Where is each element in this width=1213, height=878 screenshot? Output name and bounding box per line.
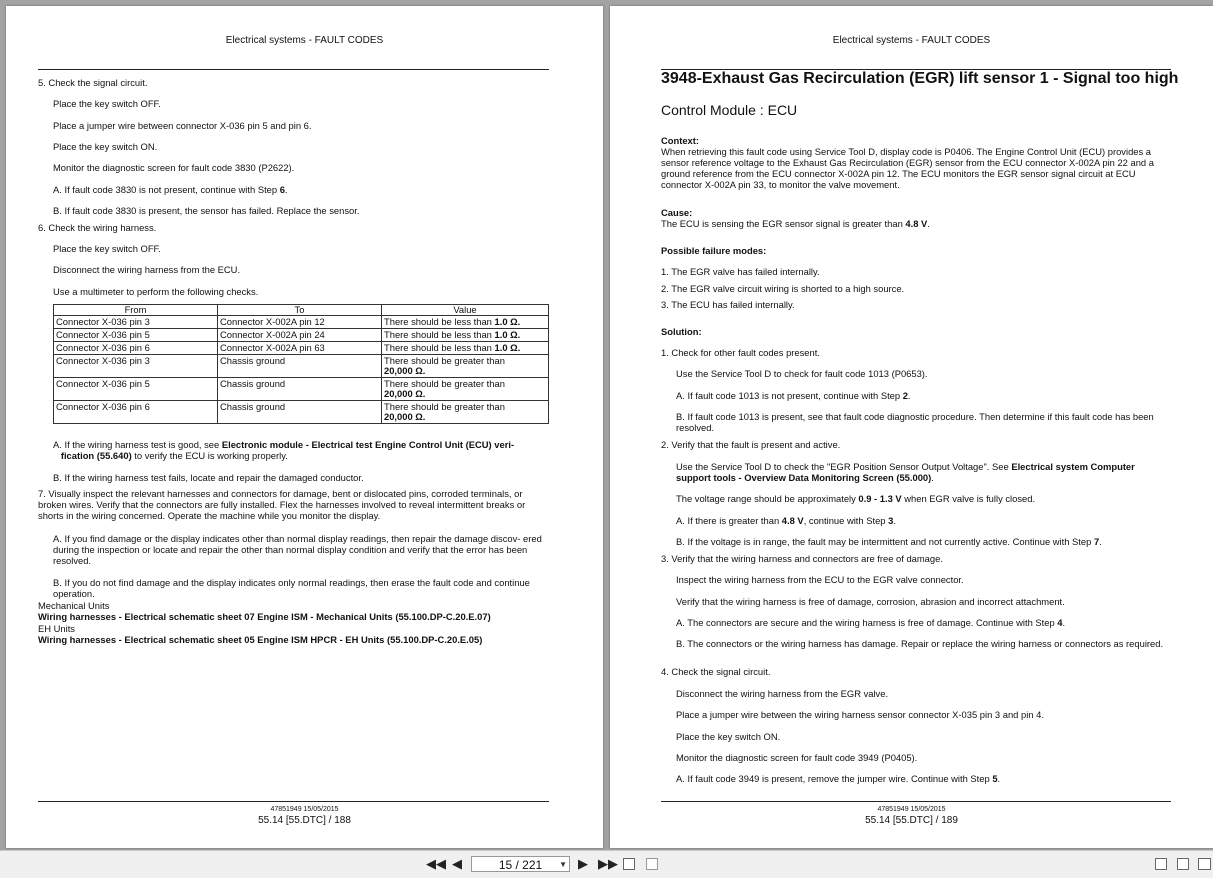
wiring-harness-link-mechanical[interactable]: Wiring harnesses - Electrical schematic sheet 07 Engine ISM - Mechanical Units (55.100.DP-C.20.E.07) xyxy=(38,611,491,622)
failure-mode-3: 3. The ECU has failed internally. xyxy=(661,299,795,310)
step-3-line-1: Inspect the wiring harness from the ECU to the EGR valve connector. xyxy=(676,574,964,585)
facing-pages-view-icon[interactable] xyxy=(646,858,658,870)
first-page-icon[interactable]: ◀◀ xyxy=(426,856,446,871)
solution-label: Solution: xyxy=(661,326,702,337)
page-number-input[interactable] xyxy=(471,856,570,872)
step-6: 6. Check the wiring harness. xyxy=(38,222,157,233)
footer-rule xyxy=(38,801,549,802)
context-text: When retrieving this fault code using Service Tool D, display code is P0406. The Engine Control Unit (ECU) provides a sensor reference voltage to the Exhaust Gas Recirculation (EGR) sensor from the ECU connector X-002A pin 22 and a ground reference from the ECU connector X-002A pin 12. The ECU monitors the EGR sensor signal circuit at ECU connector X-002A pin 33, to monitor the valve movement. xyxy=(661,146,1154,190)
page-189 xyxy=(610,6,1213,848)
step-7-option-b: B. If you do not find damage and the display indicates only normal readings, then erase the fault code and continue operation. xyxy=(53,577,530,599)
page-header: Electrical systems - FAULT CODES xyxy=(225,35,384,46)
cell-to: Chassis ground xyxy=(218,355,382,378)
cell-from: Connector X-036 pin 3 xyxy=(54,316,218,329)
footer-doc-code: 47851949 15/05/2015 xyxy=(270,806,339,813)
bottom-toolbar xyxy=(0,850,1213,878)
chevron-down-icon[interactable]: ▼ xyxy=(559,860,567,869)
check-table xyxy=(53,304,549,424)
cell-to: Connector X-002A pin 24 xyxy=(218,329,382,342)
cell-from: Connector X-036 pin 6 xyxy=(54,342,218,355)
footer-rule xyxy=(661,801,1171,802)
table-row xyxy=(54,329,549,342)
two-up-view-icon[interactable] xyxy=(1198,858,1211,870)
solution-step-1: 1. Check for other fault codes present. xyxy=(661,347,820,358)
previous-page-icon[interactable]: ◀ xyxy=(452,856,462,871)
cell-value: There should be less than 1.0 Ω. xyxy=(382,316,549,329)
failure-mode-1: 1. The EGR valve has failed internally. xyxy=(661,266,820,277)
step-5-option-a: A. If fault code 3830 is not present, continue with Step 6. xyxy=(53,184,288,195)
cause-text: The ECU is sensing the EGR sensor signal is greater than 4.8 V. xyxy=(661,218,930,229)
step-2-line-1: Use the Service Tool D to check the "EGR Position Sensor Output Voltage". See Electrical system Computer support tools - Overview Data Monitoring Screen (55.000). xyxy=(676,461,1135,483)
step-6-option-b: B. If the wiring harness test fails, locate and repair the damaged conductor. xyxy=(53,472,364,483)
step-4-option-a: A. If fault code 3949 is present, remove the jumper wire. Continue with Step 5. xyxy=(676,773,1001,784)
step-3-option-b: B. The connectors or the wiring harness has damage. Repair or replace the wiring harness or connectors as required. xyxy=(676,638,1164,649)
step-2-line-2: The voltage range should be approximately 0.9 - 1.3 V when EGR valve is fully closed. xyxy=(676,493,1036,504)
step-5-line-3: Place the key switch ON. xyxy=(53,141,158,152)
step-7: 7. Visually inspect the relevant harnesses and connectors for damage, bent or dislocated pins, corroded terminals, or broken wires. Verify that the connectors are fully installed. Flex the harnesses involved to reveal intermittent breaks or shorts in the wiring concerned. Operate the machine while you monitor the display. xyxy=(38,488,526,521)
step-4-line-4: Monitor the diagnostic screen for fault code 3949 (P0405). xyxy=(676,752,918,763)
context-label: Context: xyxy=(661,135,700,146)
step-5-line-2: Place a jumper wire between connector X-036 pin 5 and pin 6. xyxy=(53,120,312,131)
step-5-line-4: Monitor the diagnostic screen for fault code 3830 (P2622). xyxy=(53,162,295,173)
step-4-line-1: Disconnect the wiring harness from the EGR valve. xyxy=(676,688,889,699)
step-5: 5. Check the signal circuit. xyxy=(38,77,148,88)
next-page-icon[interactable]: ▶ xyxy=(578,856,588,871)
table-row xyxy=(54,355,549,378)
failure-mode-2: 2. The EGR valve circuit wiring is shorted to a high source. xyxy=(661,283,905,294)
footer-page-number: 55.14 [55.DTC] / 189 xyxy=(865,815,958,826)
mechanical-units-label: Mechanical Units xyxy=(38,600,110,611)
step-4-line-2: Place a jumper wire between the wiring harness sensor connector X-035 pin 3 and pin 4. xyxy=(676,709,1044,720)
cell-value: There should be greater than 20,000 Ω. xyxy=(382,355,549,378)
cell-value: There should be greater than 20,000 Ω. xyxy=(382,378,549,401)
footer-doc-code: 47851949 15/05/2015 xyxy=(877,806,946,813)
cell-value: There should be less than 1.0 Ω. xyxy=(382,329,549,342)
data-monitoring-link[interactable]: Electrical system Computer support tools - Overview Data Monitoring Screen (55.000) xyxy=(676,461,1135,483)
col-value: Value xyxy=(382,305,549,316)
table-row xyxy=(54,342,549,355)
step-1-line-1: Use the Service Tool D to check for fault code 1013 (P0653). xyxy=(676,368,928,379)
failure-modes-label: Possible failure modes: xyxy=(661,245,767,256)
table-row xyxy=(54,378,549,401)
cell-to: Chassis ground xyxy=(218,378,382,401)
step-2-option-a: A. If there is greater than 4.8 V, continue with Step 3. xyxy=(676,515,896,526)
cell-from: Connector X-036 pin 5 xyxy=(54,378,218,401)
page-188 xyxy=(6,6,603,848)
step-3-option-a: A. The connectors are secure and the wiring harness is free of damage. Continue with Step 4. xyxy=(676,617,1066,628)
single-page-view-icon[interactable] xyxy=(623,858,635,870)
step-1-option-b: B. If fault code 1013 is present, see that fault code diagnostic procedure. Then determine if this fault code has been resolved. xyxy=(676,411,1154,433)
table-row xyxy=(54,401,549,424)
step-2-option-b: B. If the voltage is in range, the fault may be intermittent and not currently active. Continue with Step 7. xyxy=(676,536,1102,547)
control-module-subtitle: Control Module : ECU xyxy=(661,102,798,118)
step-6-line-2: Disconnect the wiring harness from the ECU. xyxy=(53,264,241,275)
col-from: From xyxy=(54,305,218,316)
step-5-option-b: B. If fault code 3830 is present, the sensor has failed. Replace the sensor. xyxy=(53,205,360,216)
solution-step-4: 4. Check the signal circuit. xyxy=(661,666,771,677)
table-row xyxy=(54,316,549,329)
solution-step-2: 2. Verify that the fault is present and active. xyxy=(661,439,841,450)
step-6-line-1: Place the key switch OFF. xyxy=(53,243,161,254)
cell-value: There should be less than 1.0 Ω. xyxy=(382,342,549,355)
step-6-option-a: A. If the wiring harness test is good, see Electronic module - Electrical test Engine Control Unit (ECU) veri- fication (55.640) to verify the ECU is working properly. xyxy=(53,439,515,461)
step-7-option-a: A. If you find damage or the display indicates other than normal display readings, then repair the damage discov- ered during the inspection or locate and repair the other than normal display condition and verify that the error has been resolved. xyxy=(53,533,542,566)
cause-label: Cause: xyxy=(661,207,693,218)
eh-units-label: EH Units xyxy=(38,623,75,634)
col-to: To xyxy=(218,305,382,316)
continuous-facing-view-icon[interactable] xyxy=(1177,858,1189,870)
wiring-harness-link-eh[interactable]: Wiring harnesses - Electrical schematic sheet 05 Engine ISM HPCR - EH Units (55.100.DP-C.20.E.05) xyxy=(38,634,483,645)
step-4-line-3: Place the key switch ON. xyxy=(676,731,781,742)
page-indicator: 15 / 221 xyxy=(498,858,543,872)
cell-to: Connector X-002A pin 63 xyxy=(218,342,382,355)
step-5-line-1: Place the key switch OFF. xyxy=(53,98,161,109)
cell-to: Chassis ground xyxy=(218,401,382,424)
step-6-line-3: Use a multimeter to perform the following checks. xyxy=(53,286,259,297)
page-header: Electrical systems - FAULT CODES xyxy=(832,35,991,46)
header-rule xyxy=(38,69,549,70)
continuous-view-icon[interactable] xyxy=(1155,858,1167,870)
last-page-icon[interactable]: ▶▶ xyxy=(598,856,618,871)
cell-from: Connector X-036 pin 3 xyxy=(54,355,218,378)
step-3-line-2: Verify that the wiring harness is free of damage, corrosion, abrasion and incorrect attachment. xyxy=(676,596,1065,607)
footer-page-number: 55.14 [55.DTC] / 188 xyxy=(258,815,351,826)
solution-step-3: 3. Verify that the wiring harness and connectors are free of damage. xyxy=(661,553,943,564)
cell-from: Connector X-036 pin 5 xyxy=(54,329,218,342)
step-1-option-a: A. If fault code 1013 is not present, continue with Step 2. xyxy=(676,390,911,401)
cell-value: There should be greater than 20,000 Ω. xyxy=(382,401,549,424)
cell-to: Connector X-002A pin 12 xyxy=(218,316,382,329)
fault-title: 3948-Exhaust Gas Recirculation (EGR) lift sensor 1 - Signal too high xyxy=(661,70,1179,87)
cell-from: Connector X-036 pin 6 xyxy=(54,401,218,424)
